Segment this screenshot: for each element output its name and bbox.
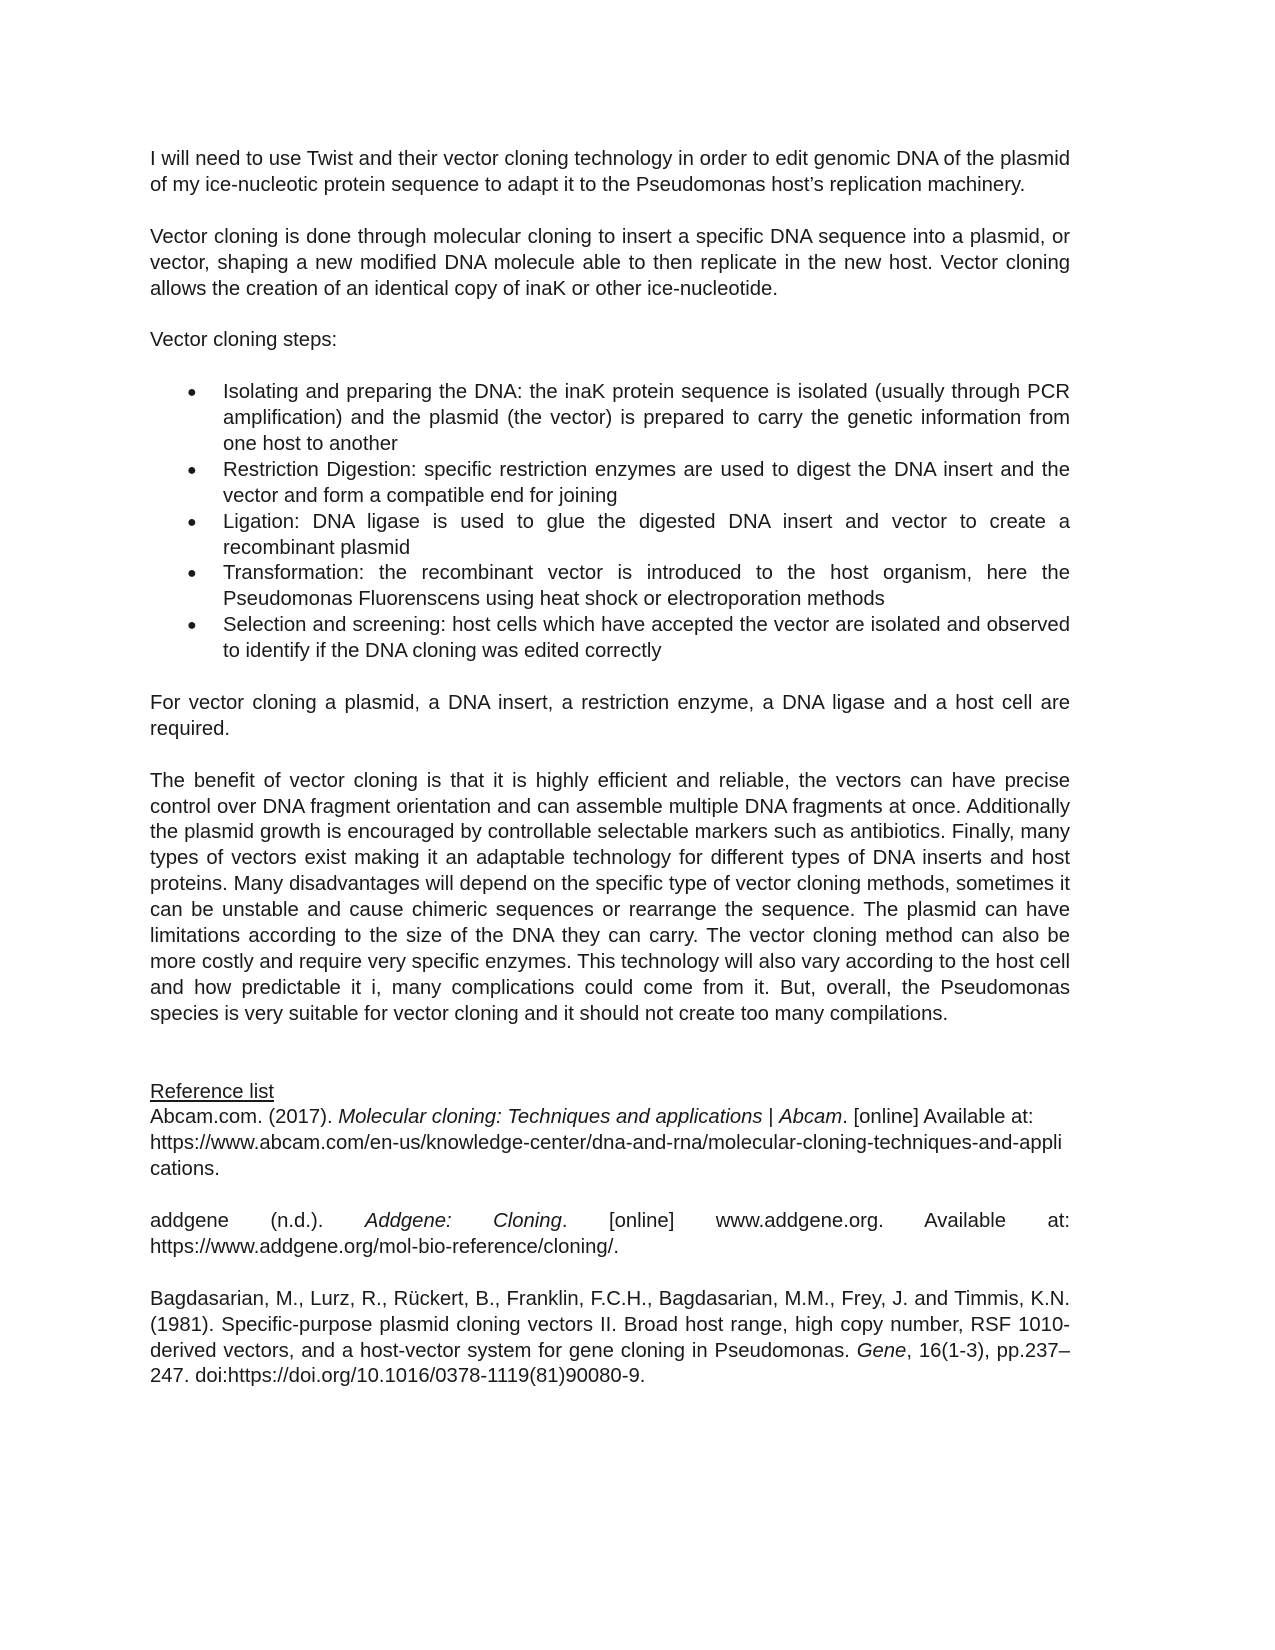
reference-addgene-prefix: addgene (n.d.). <box>150 1210 365 1233</box>
reference-abcam-title: Molecular cloning: Techniques and applications <box>338 1106 763 1129</box>
reference-abcam-url: https://www.abcam.com/en-us/knowledge-center/dna-and-rna/molecular-cloning-techniques-and-applications. <box>150 1132 1063 1181</box>
list-item-text: Selection and screening: host cells which have accepted the vector are isolated and observed to identify if the DNA cloning was edited correctly <box>223 614 1070 663</box>
spacer <box>150 1261 1070 1287</box>
reference-addgene-title: Addgene: Cloning <box>364 1210 562 1233</box>
spacer <box>150 354 1070 380</box>
list-item <box>150 510 1070 562</box>
reference-list-heading: Reference list <box>150 1080 274 1103</box>
reference-bagdasarian-prefix: Bagdasarian, M., Lurz, R., Rückert, B., Franklin, F.C.H., Bagdasarian, M.M., Frey, J. and Timmis, K.N. (1981). Specific-purpose plasmid cloning vectors II. Broad host range, high copy number, RSF 1010-derived vectors, and a host-vector system for gene cloning in Pseudomonas. <box>150 1287 1070 1362</box>
reference-abcam-site: Abcam <box>779 1106 843 1129</box>
bullet-icon: ● <box>187 565 197 583</box>
bullet-icon: ● <box>187 461 197 479</box>
reference-addgene-suffix: . [online] www.addgene.org. Available at: <box>561 1210 1071 1233</box>
reference-abcam-suffix: . [online] Available at: <box>842 1106 1034 1129</box>
bullet-icon: ● <box>187 384 197 402</box>
reference-list <box>150 1080 1070 1391</box>
paragraph-benefits: The benefit of vector cloning is that it is highly efficient and reliable, the vectors can have precise control over DNA fragment orientation and can assemble multiple DNA fragments at once. Additionally the plasmid growth is encouraged by controllable selectable markers such as antibiotics. Finally, many types of vectors exist making it an adaptable technology for different types of DNA inserts and host proteins. Many disadvantages will depend on the specific type of vector cloning methods, sometimes it can be unstable and cause chimeric sequences or rearrange the sequence. The plasmid can have limitations according to the size of the DNA they can carry. The vector cloning method can also be more costly and require very specific enzymes. This technology will also vary according to the host cell and how predictable it i, many complications could come from it. But, overall, the Pseudomonas species is very suitable for vector cloning and it should not create too many compilations. <box>150 769 1070 1025</box>
paragraph-definition: Vector cloning is done through molecular cloning to insert a specific DNA sequence into a plasmid, or vector, shaping a new modified DNA molecule able to then replicate in the new host. Vector cloning allows the creation of an identical copy of inaK or other ice-nucleotide. <box>150 225 1070 300</box>
reference-bagdasarian-suffix: , 16(1-3), pp.237–247. doi:https://doi.org/10.1016/0378-1119(81)90080-9. <box>150 1339 1070 1388</box>
spacer <box>150 665 1070 691</box>
reference-addgene-url: https://www.addgene.org/mol-bio-reference/cloning/. <box>150 1235 619 1258</box>
spacer <box>150 199 1070 225</box>
reference-abcam-prefix: Abcam.com. (2017). <box>150 1106 339 1129</box>
list-item <box>150 613 1070 665</box>
spacer <box>150 302 1070 328</box>
list-item <box>150 380 1070 458</box>
steps-heading: Vector cloning steps: <box>150 329 338 352</box>
list-item <box>150 561 1070 613</box>
document-page <box>150 147 1070 1390</box>
list-item-text: Transformation: the recombinant vector is introduced to the host organism, here the Pseudomonas Fluorenscens using heat shock or electroporation methods <box>223 562 1070 611</box>
spacer <box>150 743 1070 769</box>
list-item-text: Restriction Digestion: specific restriction enzymes are used to digest the DNA insert and the vector and form a compatible end for joining <box>223 458 1070 507</box>
reference-bagdasarian-journal: Gene <box>856 1339 907 1362</box>
paragraph-intro: I will need to use Twist and their vector cloning technology in order to edit genomic DNA of the plasmid of my ice-nucleotic protein sequence to adapt it to the Pseudomonas host’s replication machinery. <box>150 148 1070 196</box>
spacer <box>150 1183 1070 1209</box>
reference-addgene <box>150 1209 1070 1235</box>
bullet-icon: ● <box>187 513 197 531</box>
bullet-icon: ● <box>187 617 197 635</box>
steps-list <box>150 380 1070 665</box>
reference-abcam <box>150 1105 1070 1131</box>
list-item-text: Isolating and preparing the DNA: the inaK protein sequence is isolated (usually through PCR amplification) and the plasmid (the vector) is prepared to carry the genetic information from one host to another <box>223 381 1070 455</box>
list-item-text: Ligation: DNA ligase is used to glue the digested DNA insert and vector to create a recombinant plasmid <box>223 510 1070 559</box>
reference-abcam-separator: | <box>762 1106 780 1129</box>
list-item <box>150 458 1070 510</box>
spacer <box>150 1028 1070 1080</box>
paragraph-requirements: For vector cloning a plasmid, a DNA insert, a restriction enzyme, a DNA ligase and a host cell are required. <box>150 691 1070 740</box>
reference-bagdasarian <box>150 1287 1070 1391</box>
